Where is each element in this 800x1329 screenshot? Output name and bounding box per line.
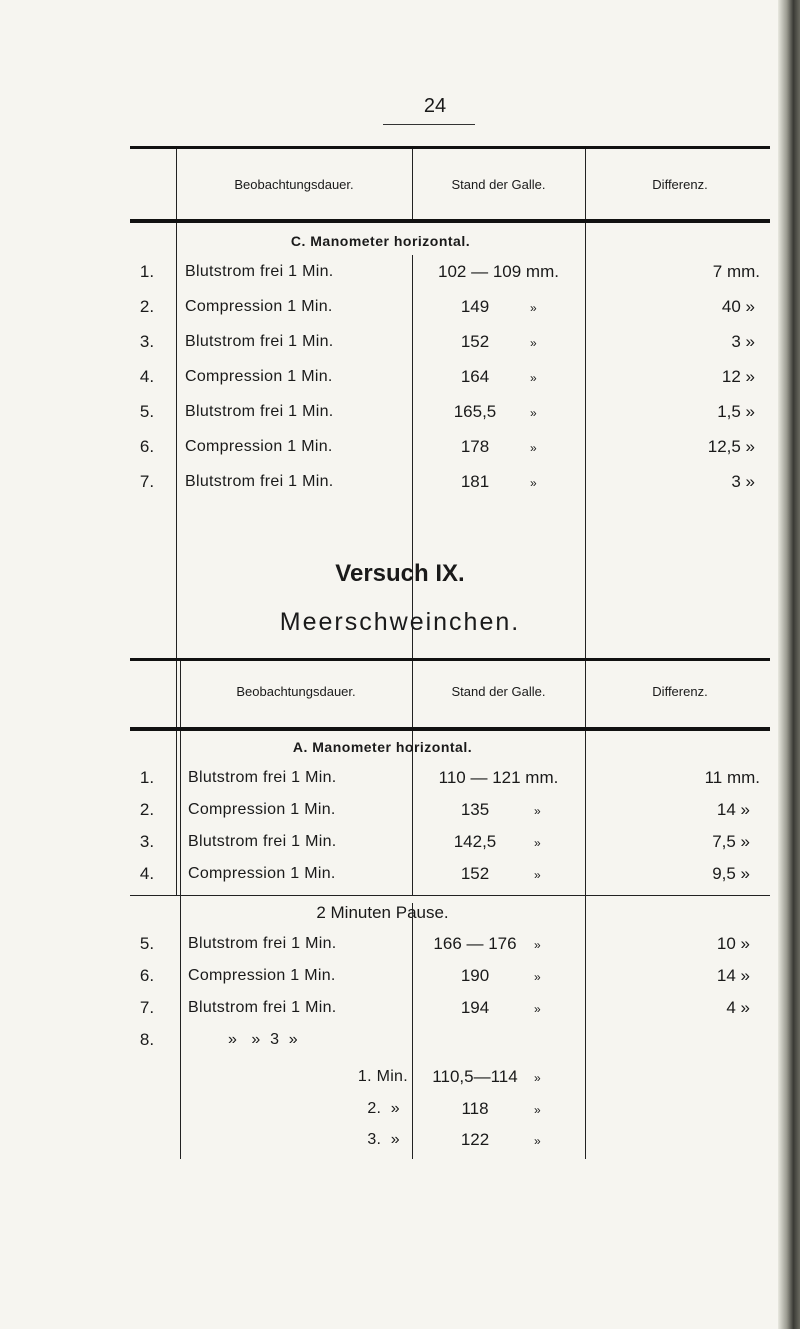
page-number: 24 — [423, 95, 447, 117]
observation: Compression 1 Min. — [185, 298, 333, 315]
bile-level: 178 — [460, 437, 490, 456]
row-number: 2. — [139, 800, 155, 819]
table-1-num-divider — [176, 223, 177, 895]
observation: Blutstrom frei 1 Min. — [185, 263, 334, 280]
bile-level: 122 — [460, 1130, 490, 1149]
table-2-header-rule — [130, 727, 770, 731]
table-2-level-divider — [412, 903, 413, 1159]
page-number-rule — [383, 124, 475, 125]
observation: Compression 1 Min. — [188, 801, 336, 818]
table-1-subtitle: C. Manometer horizontal. — [290, 233, 471, 249]
row-number: 1. — [139, 768, 155, 787]
bile-level: 190 — [460, 966, 490, 985]
ditto-mark: » — [534, 804, 541, 818]
row-number: 7. — [139, 998, 155, 1017]
bile-level: 152 — [460, 332, 490, 351]
ditto-mark: » — [534, 970, 541, 984]
table-1-bottom-rule — [176, 895, 585, 896]
bile-level: 149 — [460, 297, 490, 316]
observation: Blutstrom frei 1 Min. — [185, 333, 334, 350]
row-number: 1. — [139, 262, 155, 281]
minute-label: 3. » — [367, 1131, 400, 1148]
observation: Compression 1 Min. — [188, 865, 336, 882]
row-number: 5. — [139, 934, 155, 953]
table-2-subtitle: A. Manometer horizontal. — [292, 739, 473, 755]
ditto-mark: » — [534, 1071, 541, 1085]
table-1-top-rule — [130, 146, 770, 149]
table-1-header-rule — [130, 219, 770, 223]
table-2-header-difference: Differenz. — [652, 684, 708, 699]
observation: » » 3 » — [228, 1031, 299, 1048]
row-number: 3. — [139, 332, 155, 351]
page-edge-shadow — [778, 0, 800, 1329]
difference: 4 » — [726, 998, 750, 1017]
bile-level: 118 — [461, 1099, 489, 1118]
ditto-mark: » — [530, 371, 537, 385]
observation: Compression 1 Min. — [188, 967, 336, 984]
row-number: 3. — [139, 832, 155, 851]
difference: 11 mm. — [704, 768, 760, 787]
bile-level: 142,5 — [453, 832, 497, 851]
minute-label: 1. Min. — [357, 1068, 408, 1085]
table-1-bottom-rule-left — [130, 895, 176, 896]
bile-level: 110,5—114 — [432, 1067, 518, 1086]
difference: 9,5 » — [712, 864, 750, 883]
ditto-mark: » — [534, 836, 541, 850]
difference: 7,5 » — [712, 832, 750, 851]
difference: 1,5 » — [717, 402, 755, 421]
ditto-mark: » — [534, 868, 541, 882]
observation: Blutstrom frei 1 Min. — [188, 769, 337, 786]
experiment-subtitle: Meerschweinchen. — [279, 608, 521, 636]
observation: Blutstrom frei 1 Min. — [185, 403, 334, 420]
table-2-header-level: Stand der Galle. — [451, 684, 546, 699]
observation: Blutstrom frei 1 Min. — [188, 999, 337, 1016]
table-2-top-rule — [130, 658, 770, 661]
pause-note: 2 Minuten Pause. — [316, 903, 449, 922]
row-number: 5. — [139, 402, 155, 421]
bile-level: 181 — [460, 472, 490, 491]
minute-label: 2. » — [367, 1100, 400, 1117]
bile-level: 165,5 — [453, 402, 497, 421]
bile-level: 152 — [460, 864, 490, 883]
ditto-mark: » — [534, 1002, 541, 1016]
bile-level: 135 — [460, 800, 490, 819]
bile-level: 194 — [460, 998, 490, 1017]
observation: Blutstrom frei 1 Min. — [188, 833, 337, 850]
difference: 12,5 » — [707, 437, 755, 456]
row-number: 6. — [139, 437, 155, 456]
ditto-mark: » — [530, 301, 537, 315]
ditto-mark: » — [534, 938, 541, 952]
row-number: 8. — [139, 1030, 155, 1049]
observation: Compression 1 Min. — [185, 438, 333, 455]
bile-level: 102 — 109 mm. — [438, 262, 559, 281]
experiment-title: Versuch IX. — [335, 560, 465, 587]
bile-level: 166 — 176 — [433, 934, 517, 953]
difference: 40 » — [721, 297, 755, 316]
observation: Blutstrom frei 1 Min. — [185, 473, 334, 490]
difference: 14 » — [716, 966, 750, 985]
difference: 12 » — [721, 367, 755, 386]
difference: 3 » — [731, 472, 755, 491]
row-number: 2. — [139, 297, 155, 316]
bile-level: 164 — [460, 367, 490, 386]
ditto-mark: » — [534, 1134, 541, 1148]
observation: Blutstrom frei 1 Min. — [188, 935, 337, 952]
row-number: 7. — [139, 472, 155, 491]
observation: Compression 1 Min. — [185, 368, 333, 385]
ditto-mark: » — [534, 1103, 541, 1117]
row-number: 6. — [139, 966, 155, 985]
table-1-header-duration: Beobachtungsdauer. — [234, 177, 354, 192]
table-1-header-difference: Differenz. — [652, 177, 708, 192]
bile-level: 110 — 121 mm. — [438, 768, 559, 787]
row-number: 4. — [139, 864, 155, 883]
difference: 7 mm. — [712, 262, 760, 281]
difference: 3 » — [731, 332, 755, 351]
ditto-mark: » — [530, 336, 537, 350]
difference: 14 » — [716, 800, 750, 819]
ditto-mark: » — [530, 441, 537, 455]
table-1-header-level: Stand der Galle. — [451, 177, 546, 192]
ditto-mark: » — [530, 406, 537, 420]
table-2-header-duration: Beobachtungsdauer. — [236, 684, 356, 699]
difference: 10 » — [716, 934, 750, 953]
table-1-bottom-rule-right — [585, 895, 770, 896]
ditto-mark: » — [530, 476, 537, 490]
row-number: 4. — [139, 367, 155, 386]
table-2-num-divider — [180, 731, 181, 1159]
